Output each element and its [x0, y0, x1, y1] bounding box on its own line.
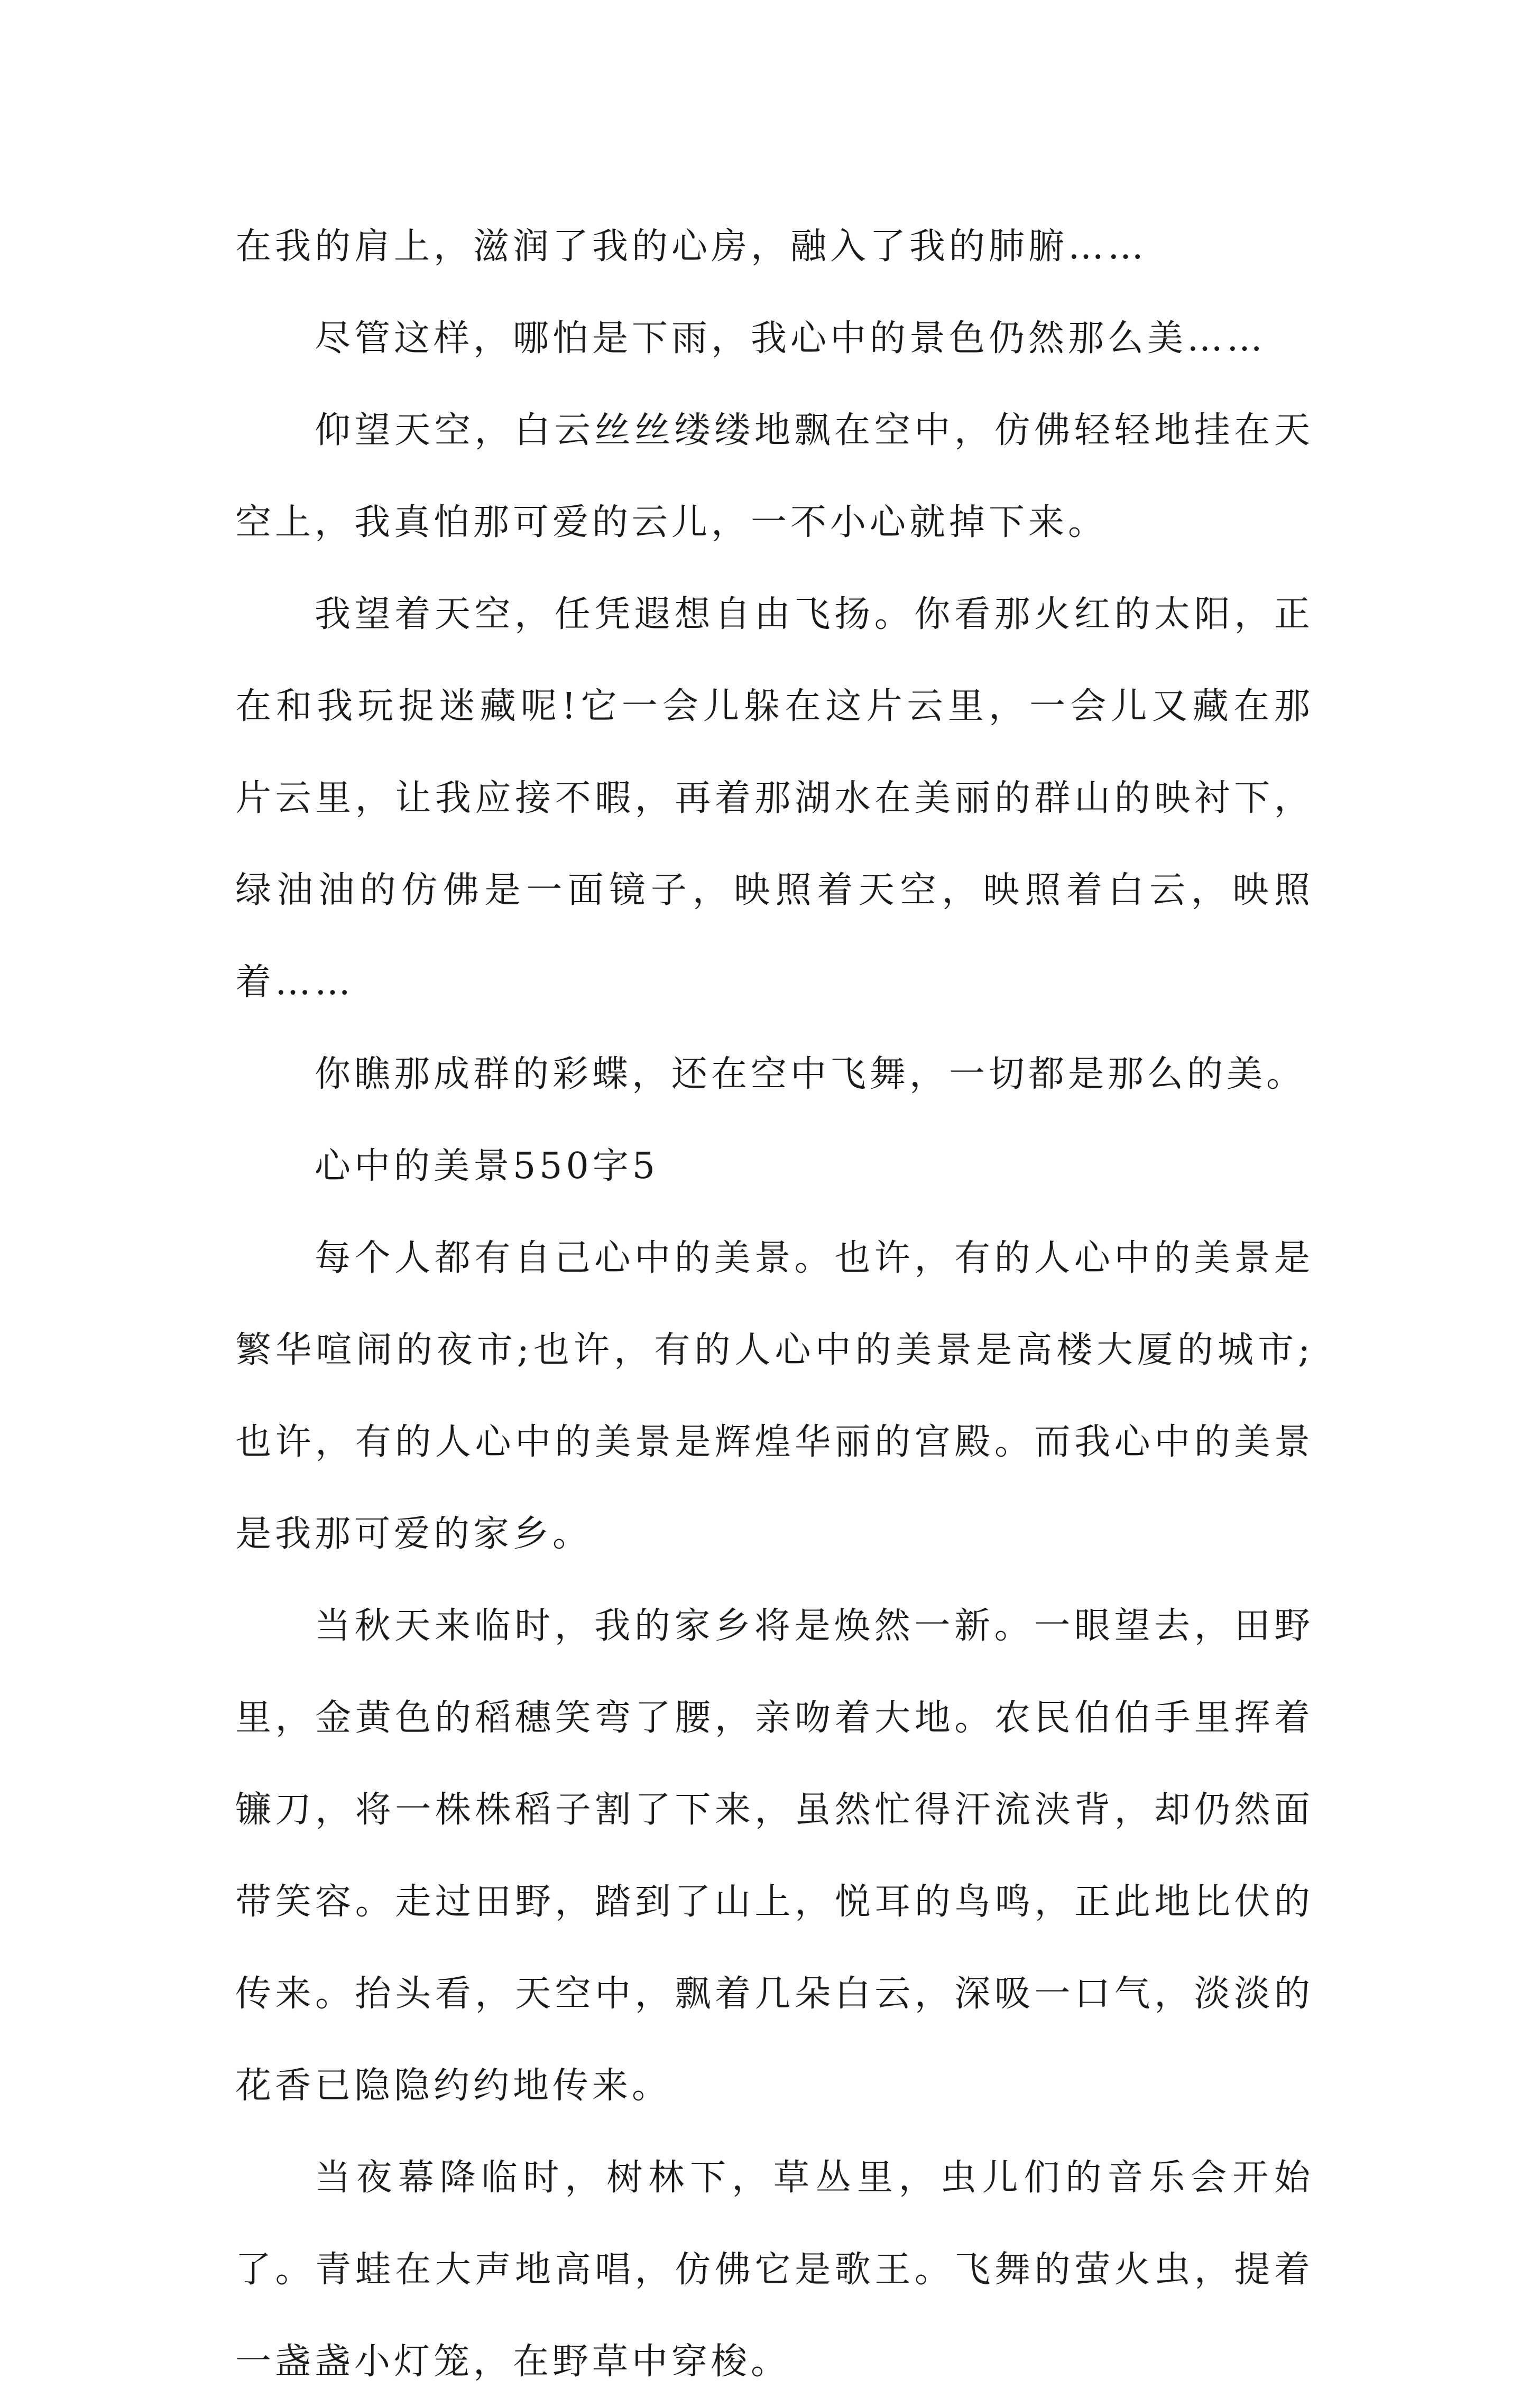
paragraph: 你瞧那成群的彩蝶，还在空中飞舞，一切都是那么的美。: [315, 1053, 1306, 1095]
paragraph: 在我的肩上，滋润了我的心房，融入了我的肺腑……: [235, 226, 1148, 267]
paragraph: 仰望天空，白云丝丝缕缕地飘在空中，仿佛轻轻地挂在天空上，我真怕那可爱的云儿，一不小心就掉下来。: [235, 410, 1314, 543]
paragraph: 每个人都有自己心中的美景。也许，有的人心中的美景是繁华喧闹的夜市;也许，有的人心中的美景是高楼大厦的城市;也许，有的人心中的美景是辉煌华丽的宫殿。而我心中的美景是我那可爱的家乡。: [235, 1237, 1314, 1555]
paragraph: 当秋天来临时，我的家乡将是焕然一新。一眼望去，田野里，金黄色的稻穗笑弯了腰，亲吻着大地。农民伯伯手里挥着镰刀，将一株株稻子割了下来，虽然忙得汗流浃背，却仍然面带笑容。走过田野，踏到了山上，悦耳的鸟鸣，正此地比伏的传来。抬头看，天空中，飘着几朵白云，深吸一口气，淡淡的花香已隐隐约约地传来。: [235, 1605, 1314, 2107]
document-body: [235, 201, 1314, 2408]
section-heading: 心中的美景550字5: [315, 1145, 659, 1187]
paragraph: 尽管这样，哪怕是下雨，我心中的景色仍然那么美……: [315, 318, 1267, 359]
paragraph: 我望着天空，任凭遐想自由飞扬。你看那火红的太阳，正在和我玩捉迷藏呢!它一会儿躲在这片云里，一会儿又藏在那片云里，让我应接不暇，再着那湖水在美丽的群山的映衬下，绿油油的仿佛是一面镜子，映照着天空，映照着白云，映照着……: [235, 594, 1314, 1003]
paragraph: 当夜幕降临时，树林下，草丛里，虫儿们的音乐会开始了。青蛙在大声地高唱，仿佛它是歌王。飞舞的萤火虫，提着一盏盏小灯笼，在野草中穿梭。: [235, 2157, 1314, 2383]
